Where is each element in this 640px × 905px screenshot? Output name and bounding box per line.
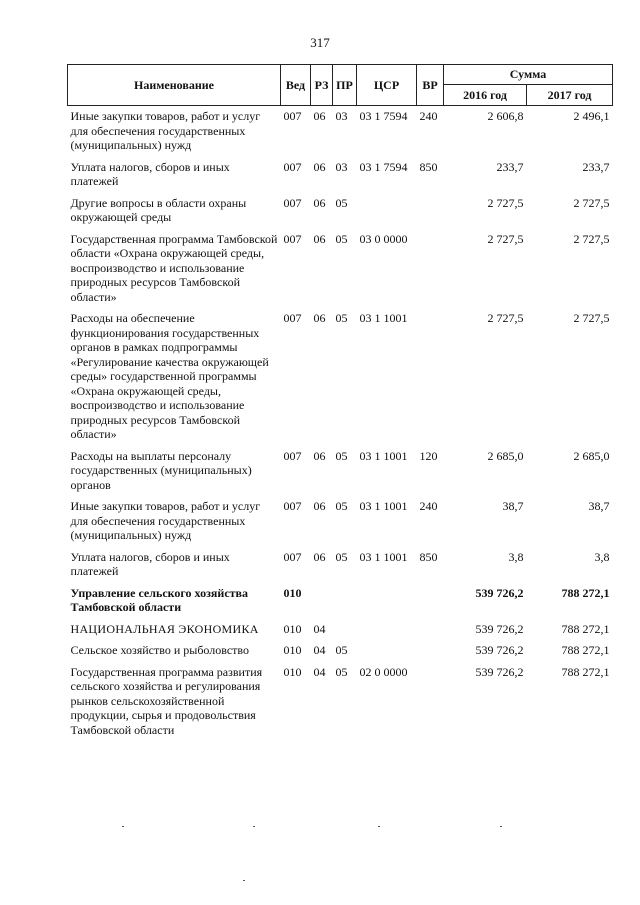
cell-vr (417, 665, 444, 745)
cell-sum-2016: 2 727,5 (487, 195, 524, 210)
cell-name: Управление сельского хозяйства Тамбовской области (70, 585, 249, 614)
cell-sum-2016: 38,7 (502, 499, 524, 513)
cell-ved: 007 (283, 499, 302, 513)
cell-sum-2016: 2 727,5 (487, 311, 524, 325)
cell-vr: 850 (419, 549, 438, 564)
cell-csr (357, 196, 417, 232)
cell-rz: 04 (313, 621, 326, 636)
cell-vr: 240 (419, 499, 438, 513)
cell-ved: 007 (283, 311, 302, 325)
cell-rz: 06 (313, 311, 326, 325)
header-pr: ПР (333, 65, 357, 106)
cell-name: Другие вопросы в области охраны окружающей среды (70, 195, 247, 224)
cell-pr: 05 (335, 195, 348, 210)
cell-sum-2016: 539 726,2 (475, 621, 524, 636)
cell-pr: 05 (335, 664, 348, 679)
cell-ved: 007 (283, 159, 302, 174)
cell-pr: 05 (335, 549, 348, 564)
cell-sum-2016: 2 606,8 (487, 109, 524, 123)
cell-vr (417, 622, 444, 644)
cell-vr (417, 311, 444, 449)
cell-csr: 03 1 1001 (359, 549, 408, 564)
table-row (68, 643, 613, 665)
cell-csr: 03 1 1001 (359, 499, 408, 513)
table-row (68, 499, 613, 550)
cell-rz: 04 (313, 664, 326, 679)
table-row (68, 311, 613, 449)
table-row (68, 622, 613, 644)
header-name: Наименование (68, 65, 281, 106)
scan-speck (253, 826, 255, 827)
header-csr: ЦСР (357, 65, 417, 106)
cell-sum-2017: 2 496,1 (573, 109, 610, 123)
cell-sum-2017: 2 727,5 (573, 231, 610, 246)
budget-table (67, 64, 613, 744)
cell-pr: 05 (335, 499, 348, 513)
cell-sum-2017: 2 685,0 (573, 448, 610, 463)
cell-sum-2016: 539 726,2 (475, 664, 524, 679)
cell-rz: 06 (313, 159, 326, 174)
cell-csr: 02 0 0000 (359, 664, 408, 679)
table-row (68, 550, 613, 586)
cell-sum-2016: 3,8 (508, 549, 524, 564)
table-body (68, 106, 613, 745)
cell-ved: 007 (283, 448, 302, 463)
header-rz: РЗ (311, 65, 333, 106)
cell-sum-2017: 2 727,5 (573, 195, 610, 210)
cell-sum-2017: 788 272,1 (561, 643, 610, 657)
cell-vr: 120 (419, 448, 438, 463)
cell-rz (311, 586, 333, 622)
cell-ved: 010 (283, 643, 302, 657)
table-row (68, 232, 613, 312)
cell-pr (333, 622, 357, 644)
cell-sum-2017: 233,7 (582, 159, 610, 174)
scan-speck (378, 826, 380, 827)
cell-name: НАЦИОНАЛЬНАЯ ЭКОНОМИКА (70, 621, 259, 636)
table-row (68, 586, 613, 622)
cell-rz: 06 (313, 448, 326, 463)
cell-csr: 03 0 0000 (359, 231, 408, 246)
cell-sum-2017: 788 272,1 (561, 585, 610, 600)
cell-sum-2016: 233,7 (496, 159, 524, 174)
header-sum: Сумма (444, 65, 613, 85)
cell-csr: 03 1 7594 (359, 159, 408, 174)
cell-pr (333, 586, 357, 622)
cell-name: Иные закупки товаров, работ и услуг для обеспечения государственных (муниципальных) нужд (70, 109, 261, 152)
header-vr: ВР (417, 65, 444, 106)
table-row (68, 665, 613, 745)
page-number: 317 (310, 35, 330, 50)
cell-ved: 007 (283, 549, 302, 564)
cell-csr (357, 622, 417, 644)
cell-name: Государственная программа Тамбовской области «Охрана окружающей среды, воспроизводство и использование природных ресурсов Тамбовской области» (70, 231, 278, 304)
cell-name: Иные закупки товаров, работ и услуг для обеспечения государственных (муниципальных) нужд (70, 499, 261, 542)
cell-ved: 007 (283, 231, 302, 246)
cell-csr: 03 1 1001 (359, 311, 408, 325)
cell-sum-2016: 2 685,0 (487, 448, 524, 463)
header-year-2017: 2017 год (527, 85, 613, 106)
cell-csr: 03 1 7594 (359, 109, 408, 123)
cell-name: Расходы на обеспечение функционирования государственных органов в рамках подпрограммы «Регулирование качества окружающей среды» государственной программы «Охрана окружающей среды, воспроизводство и использование природных ресурсов Тамбовской области» (70, 311, 269, 441)
cell-ved: 010 (283, 585, 302, 600)
cell-sum-2017: 3,8 (594, 549, 610, 564)
cell-vr: 850 (419, 159, 438, 174)
cell-sum-2017: 788 272,1 (561, 664, 610, 679)
table-row (68, 160, 613, 196)
table-row (68, 449, 613, 500)
scan-speck (243, 880, 245, 881)
cell-pr: 05 (335, 643, 348, 657)
cell-rz: 06 (313, 109, 326, 123)
cell-name: Сельское хозяйство и рыболовство (70, 643, 250, 657)
cell-rz: 06 (313, 195, 326, 210)
cell-name: Уплата налогов, сборов и иных платежей (70, 159, 230, 188)
table-row (68, 196, 613, 232)
cell-pr: 05 (335, 231, 348, 246)
cell-csr (357, 643, 417, 665)
cell-ved: 010 (283, 621, 302, 636)
cell-ved: 010 (283, 664, 302, 679)
cell-pr: 05 (335, 311, 348, 325)
cell-pr: 03 (335, 159, 348, 174)
table-row (68, 106, 613, 160)
cell-rz: 06 (313, 231, 326, 246)
cell-name: Расходы на выплаты персоналу государственных (муниципальных) органов (70, 448, 252, 492)
cell-ved: 007 (283, 109, 302, 123)
cell-vr (417, 586, 444, 622)
cell-sum-2016: 2 727,5 (487, 231, 524, 246)
cell-sum-2017: 38,7 (588, 499, 610, 513)
scan-speck (500, 826, 502, 827)
cell-sum-2016: 539 726,2 (475, 585, 524, 600)
cell-csr: 03 1 1001 (359, 448, 408, 463)
cell-vr (417, 643, 444, 665)
cell-sum-2016: 539 726,2 (475, 643, 524, 657)
cell-sum-2017: 2 727,5 (573, 311, 610, 325)
cell-vr (417, 232, 444, 312)
scan-speck (122, 826, 124, 827)
header-ved: Вед (281, 65, 311, 106)
cell-pr: 05 (335, 448, 348, 463)
header-year-2016: 2016 год (444, 85, 527, 106)
cell-sum-2017: 788 272,1 (561, 621, 610, 636)
cell-csr (357, 586, 417, 622)
cell-rz: 06 (313, 499, 326, 513)
cell-name: Государственная программа развития сельского хозяйства и регулирования рынков сельскохозяйственной продукции, сырья и продовольствия Тамбовской области (70, 664, 263, 737)
cell-rz: 04 (313, 643, 326, 657)
cell-ved: 007 (283, 195, 302, 210)
cell-name: Уплата налогов, сборов и иных платежей (70, 549, 230, 578)
cell-vr (417, 196, 444, 232)
cell-pr: 03 (335, 109, 348, 123)
cell-vr: 240 (419, 109, 438, 123)
cell-rz: 06 (313, 549, 326, 564)
